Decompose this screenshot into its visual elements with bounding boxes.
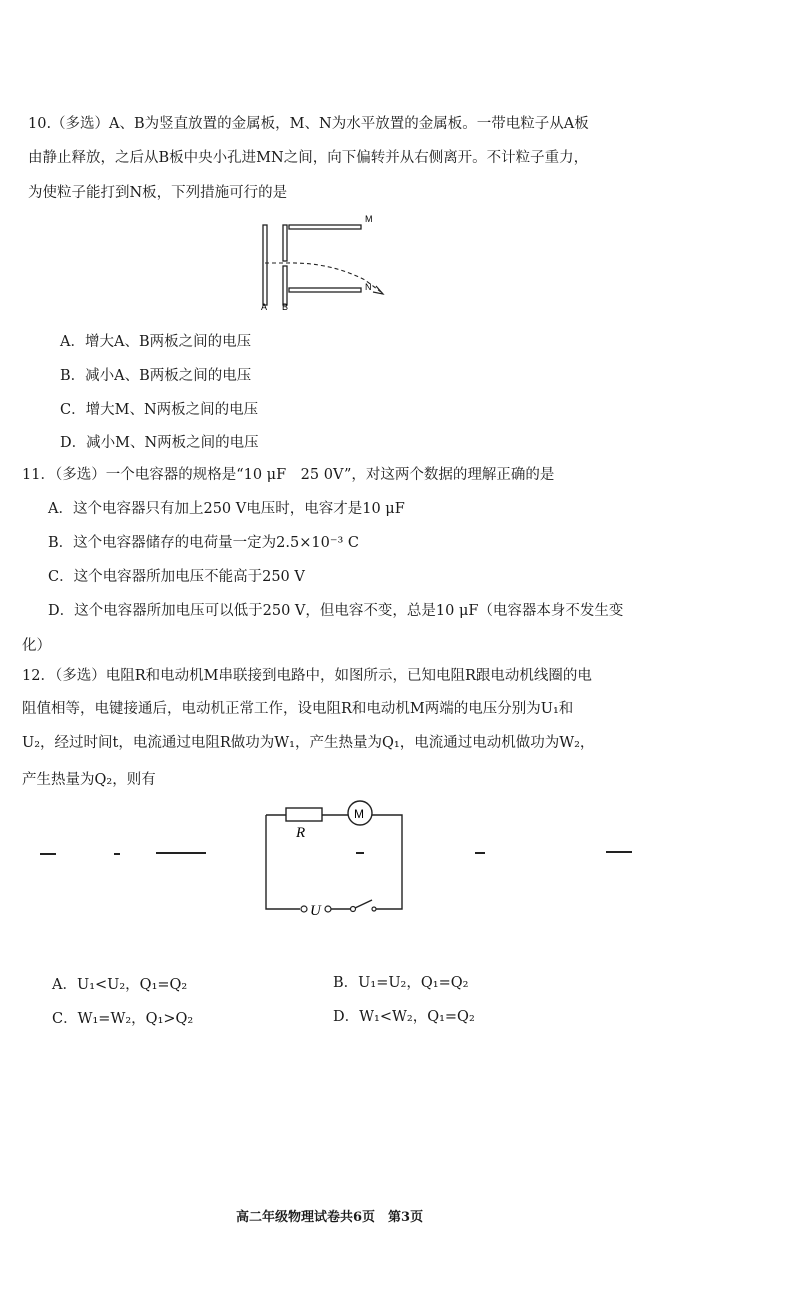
scan-mark [356,852,364,854]
scan-mark [114,853,120,855]
label-m: M [365,214,373,224]
plate-a [263,225,267,305]
label-a: A [261,302,268,310]
switch-icon [355,900,372,908]
q10-stem-line2: 由静止释放，之后从B板中央小孔进MN之间，向下偏转并从右侧离开。不计粒子重力， [28,150,589,166]
switch-pivot [351,907,356,912]
q12-circuit-diagram [260,795,410,920]
label-u: U [310,903,321,919]
q11-option-b: B．这个电容器储存的电荷量一定为2.5×10⁻³ C [48,535,359,551]
label-b: B [282,302,289,310]
terminal-left [301,906,307,912]
page-footer: 高二年级物理试卷共6页 第3页 [236,1210,424,1225]
label-motor-m: M [354,807,364,821]
wire-right [372,815,402,909]
plate-m [289,225,361,229]
q12-option-d: D．W₁<W₂，Q₁=Q₂ [333,1009,475,1025]
q10-plates-diagram [255,210,395,310]
wire-left [266,815,300,909]
switch-contact [372,907,376,911]
plate-b-lower [283,266,287,305]
scan-mark [475,852,485,854]
q10-option-a: A．增大A、B两板之间的电压 [60,334,252,350]
q11-option-d-continuation: 化） [22,638,51,654]
q12-stem-line1: 12．（多选）电阻R和电动机M串联接到电路中，如图所示，已知电阻R跟电动机线圈的电 [22,668,592,684]
q12-option-a: A．U₁<U₂，Q₁=Q₂ [52,977,188,993]
terminal-right [325,906,331,912]
q10-stem-line1: 10.（多选）A、B为竖直放置的金属板，M、N为水平放置的金属板。一带电粒子从A板 [28,116,589,132]
resistor-r [286,808,322,821]
q12-stem-line2: 阻值相等，电键接通后，电动机正常工作，设电阻R和电动机M两端的电压分别为U₁和 [22,701,574,717]
q12-option-c: C．W₁=W₂，Q₁>Q₂ [52,1011,194,1027]
label-r: R [296,825,306,841]
label-n: N [365,282,372,292]
q11-stem: 11．（多选）一个电容器的规格是“10 μF 25 0V”，对这两个数据的理解正确的是 [22,467,555,483]
q12-option-b: B．U₁=U₂，Q₁=Q₂ [333,975,469,991]
q10-option-b: B．减小A、B两板之间的电压 [60,368,252,384]
scan-mark [156,852,206,854]
q12-stem-line3: U₂，经过时间t，电流通过电阻R做功为W₁，产生热量为Q₁，电流通过电动机做功为W₂， [22,735,595,751]
q11-option-d: D．这个电容器所加电压可以低于250 V，但电容不变，总是10 μF（电容器本身不发生变 [48,603,624,619]
q11-option-a: A．这个电容器只有加上250 V电压时，电容才是10 μF [48,501,405,517]
q10-stem-line3: 为使粒子能打到N板，下列措施可行的是 [28,185,288,201]
scan-mark [40,853,56,855]
q10-option-c: C．增大M、N两板之间的电压 [60,402,259,418]
plate-n [289,288,361,292]
plate-b-upper [283,225,287,261]
q11-option-c: C．这个电容器所加电压不能高于250 V [48,569,305,585]
q10-option-d: D．减小M、N两板之间的电压 [60,435,259,451]
scan-mark [606,851,632,853]
q12-stem-line4: 产生热量为Q₂，则有 [22,772,156,788]
